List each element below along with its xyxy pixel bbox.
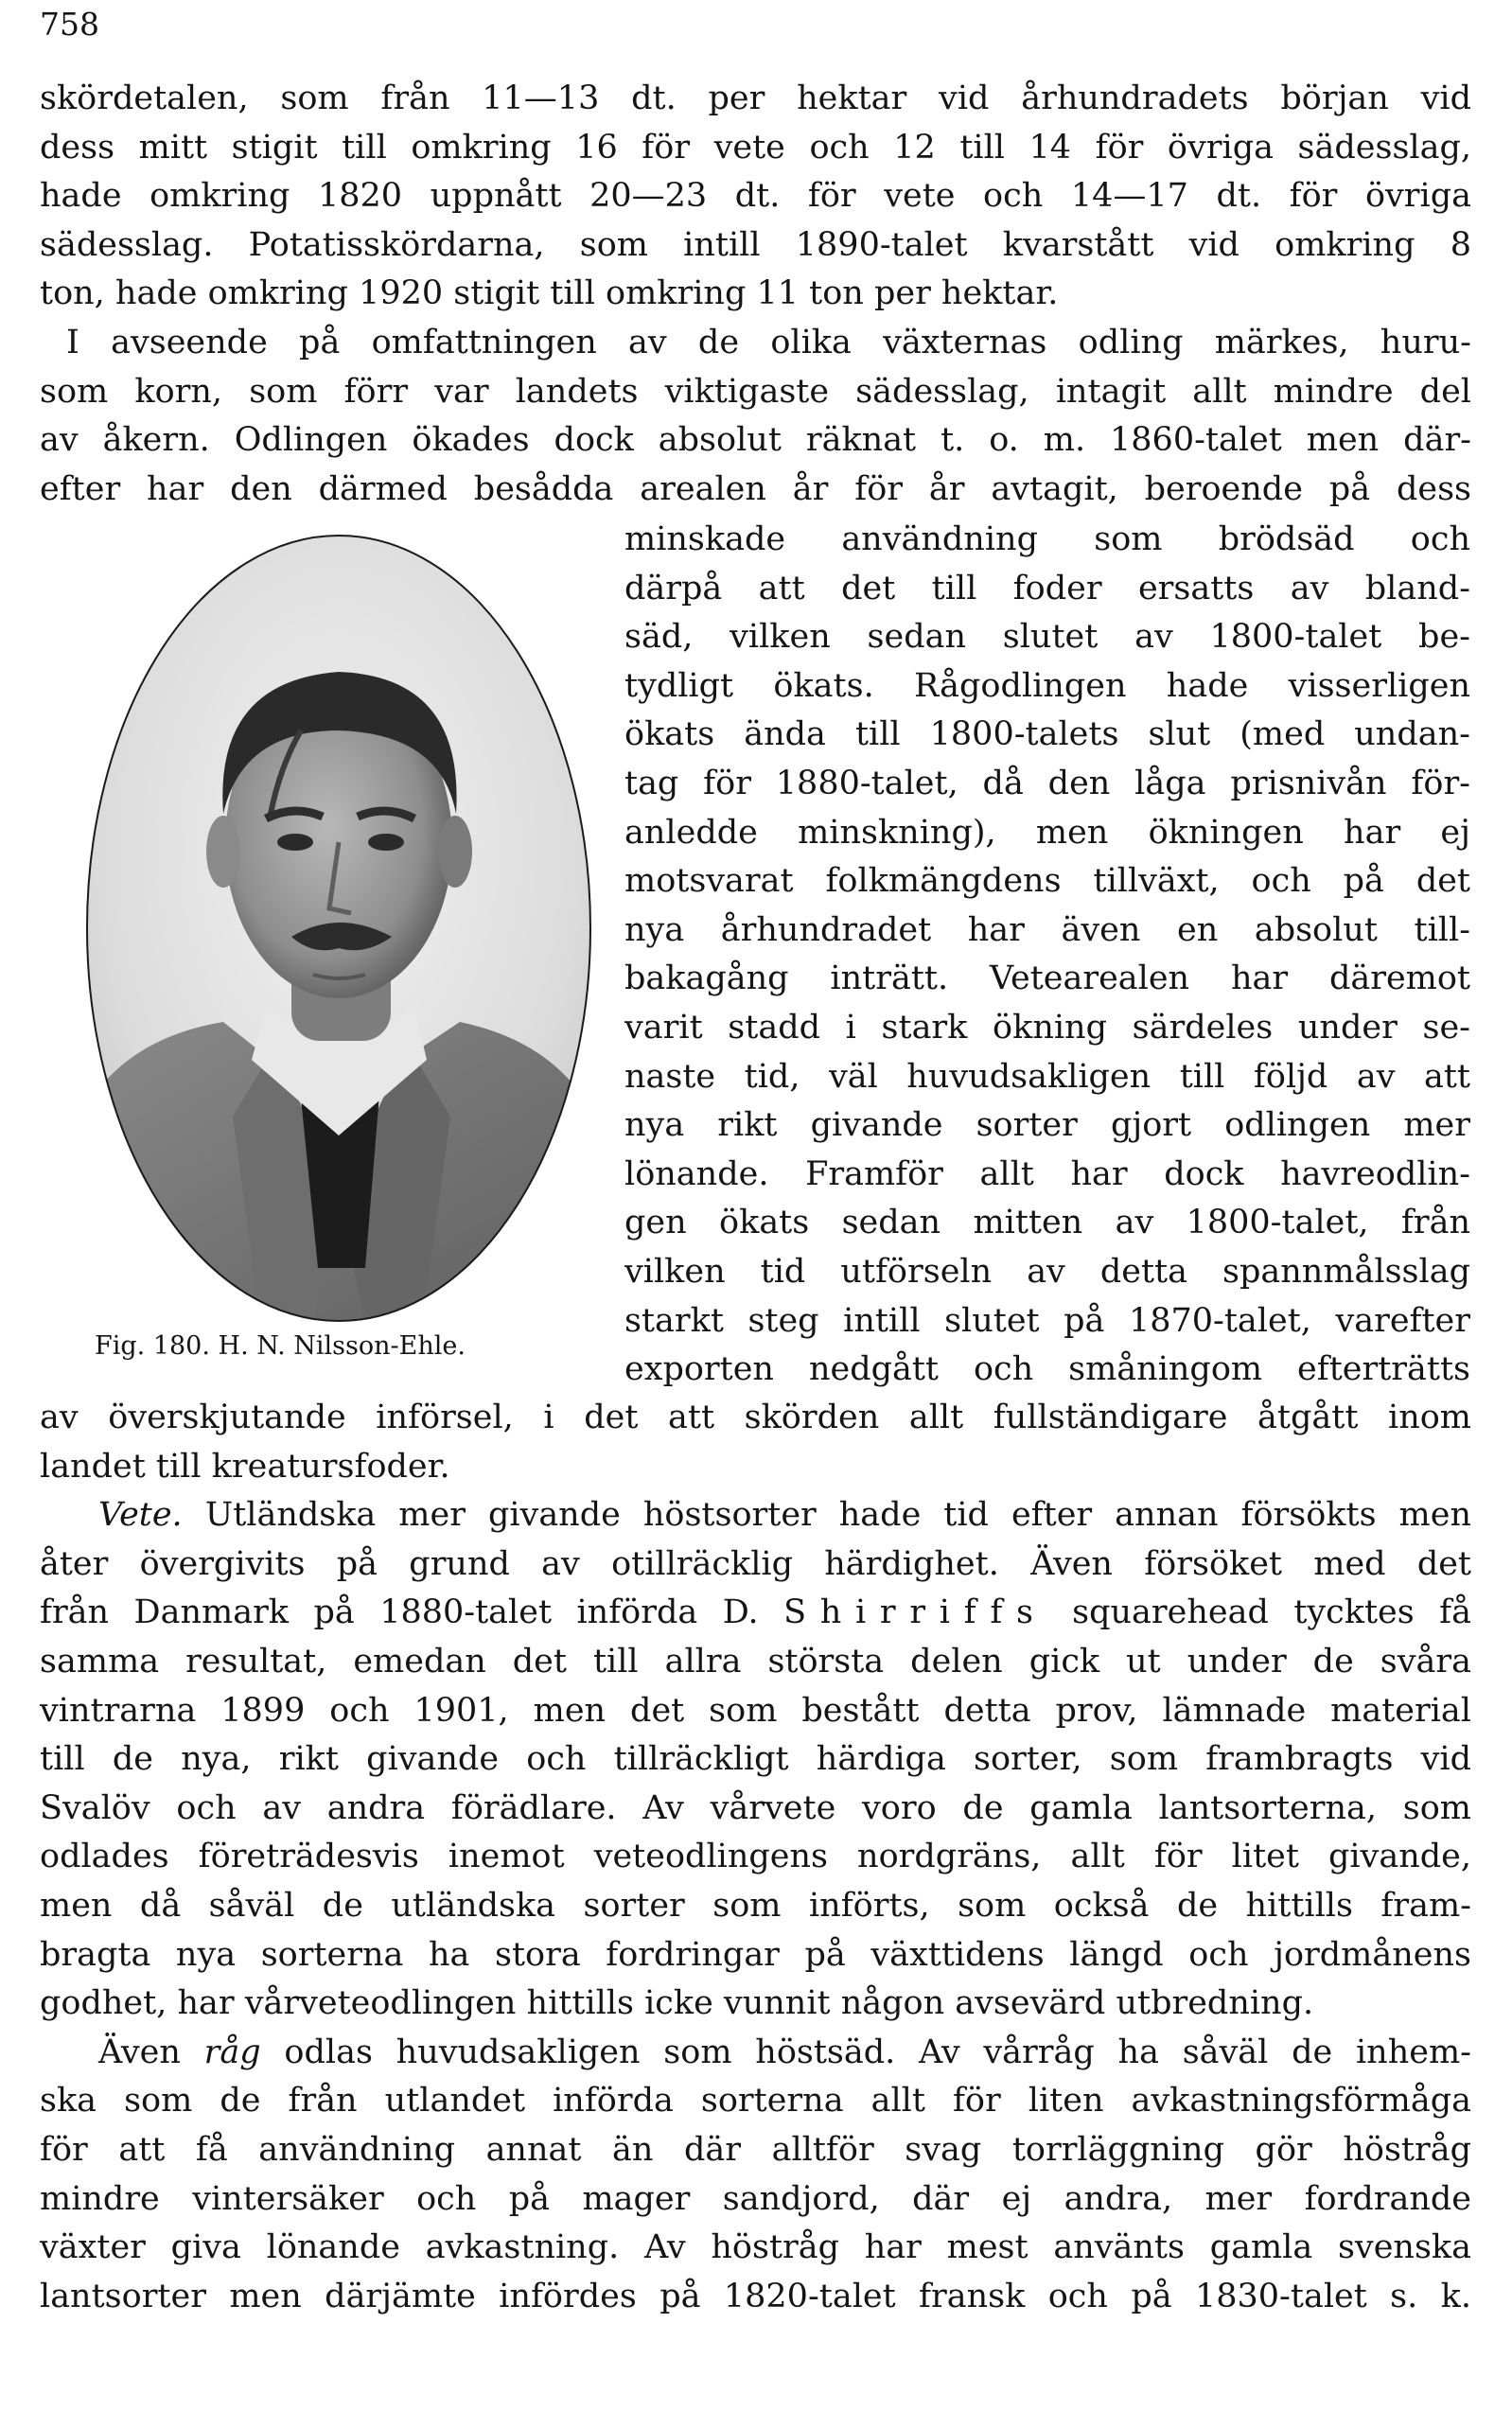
text-run: från Danmark på 1880-talet införda D. <box>40 1593 784 1632</box>
text-line: lönande. Framför allt har dock havreodlin- <box>624 1154 1470 1193</box>
text-run: odlas huvudsakligen som höstsäd. Av vårråg ha såväl de inhem- <box>260 2033 1471 2071</box>
text-line: till de nya, rikt givande och tillräckligt härdiga sorter, som frambragts vid <box>40 1740 1471 1779</box>
emphasis-rag: råg <box>203 2033 261 2071</box>
text-line: säd, vilken sedan slutet av 1800-talet be- <box>624 618 1470 657</box>
text-line: starkt steg intill slutet på 1870-talet, varefter <box>624 1301 1470 1340</box>
text-line <box>40 2029 1471 2078</box>
top-text-block <box>40 75 1471 514</box>
text-line: landet till kreatursfoder. <box>40 1447 450 1486</box>
text-line: tag för 1880-talet, då den låga prisnivån för- <box>624 764 1470 802</box>
text-line: gen ökats sedan mitten av 1800-talet, från <box>624 1204 1470 1242</box>
text-line: I avseende på omfattningen av de olika växternas odling märkes, huru- <box>66 323 1471 361</box>
text-line: minskade användning som brödsäd och <box>624 520 1470 558</box>
figure-caption: Fig. 180. H. N. Nilsson-Ehle. <box>95 1331 466 1361</box>
text-line: nya rikt givande sorter gjort odlingen mer <box>624 1106 1470 1145</box>
text-line: tydligt ökats. Rågodlingen hade visserligen <box>624 666 1470 705</box>
text-run: squarehead tycktes få <box>1046 1593 1471 1632</box>
spaced-name: Shirriffs <box>783 1593 1047 1632</box>
text-line <box>40 1491 1471 1540</box>
text-line: som korn, som förr var landets viktigaste sädesslag, intagit allt mindre del <box>40 372 1471 411</box>
text-line: bragta nya sorterna ha stora fordringar på växttidens längd och jordmånens <box>40 1935 1471 1974</box>
text-line: av överskjutande införsel, i det att skörden allt fullständigare åtgått inom <box>40 1399 1471 1436</box>
portrait-photo <box>81 530 597 1327</box>
text-line: sädesslag. Potatisskördarna, som intill 1890-talet kvarstått vid omkring 8 <box>40 225 1471 264</box>
text-line: för att få användning annat än där alltför svag torrläggning gör höstråg <box>40 2130 1471 2169</box>
text-line: ton, hade omkring 1920 stigit till omkring 11 ton per hektar. <box>40 274 1059 313</box>
text-line: ska som de från utlandet införda sorterna allt för liten avkastningsförmåga <box>40 2082 1471 2121</box>
text-line: samma resultat, emedan det till allra största delen gick ut under de svåra <box>40 1642 1471 1681</box>
text-line: men då såväl de utländska sorter som införts, som också de hittills fram- <box>40 1886 1471 1925</box>
right-column-text <box>624 516 1470 1395</box>
text-line: av åkern. Odlingen ökades dock absolut räknat t. o. m. 1860-talet men där- <box>40 421 1471 460</box>
text-line: anledde minskning), men ökningen har ej <box>624 813 1470 852</box>
text-line: vintrarna 1899 och 1901, men det som bestått detta prov, lämnade material <box>40 1691 1471 1730</box>
text-line: vilken tid utförseln av detta spannmålsslag <box>624 1252 1470 1291</box>
text-line: odlades företrädesvis inemot veteodlingens nordgräns, allt för litet givande, <box>40 1838 1471 1876</box>
page-number: 758 <box>40 6 99 43</box>
text-line: mindre vintersäker och på mager sandjord, där ej andra, mer fordrande <box>40 2179 1471 2218</box>
text-line: bakagång inträtt. Vetearealen har däremot <box>624 959 1470 998</box>
text-line: godhet, har vårveteodlingen hittills icke vunnit någon avsevärd utbredning. <box>40 1984 1314 2023</box>
text-line: efter har den därmed besådda arealen år för år avtagit, beroende på dess <box>40 469 1471 508</box>
text-line <box>40 1589 1471 1638</box>
text-line: lantsorter men därjämte infördes på 1820-talet fransk och på 1830-talet s. k. <box>40 2277 1471 2315</box>
text-line: åter övergivits på grund av otillräcklig härdighet. Även försöket med det <box>40 1544 1471 1583</box>
text-line: naste tid, väl huvudsakligen till följd av att <box>624 1057 1470 1096</box>
text-line: motsvarat folkmängdens tillväxt, och på det <box>624 862 1470 901</box>
text-line: ökats ända till 1800-talets slut (med undan- <box>624 715 1470 754</box>
text-line: därpå att det till foder ersatts av bland- <box>624 569 1470 607</box>
text-line: Svalöv och av andra förädlare. Av vårvete voro de gamla lantsorterna, som <box>40 1788 1471 1827</box>
text-line: skördetalen, som från 11—13 dt. per hektar vid århundradets början vid <box>40 79 1471 117</box>
text-line: nya århundradet har även en absolut till- <box>624 910 1470 949</box>
section-heading-vete: Vete. <box>98 1496 183 1535</box>
text-line: växter giva lönande avkastning. Av höstråg har mest använts gamla svenska <box>40 2228 1471 2267</box>
text-run: Utländska mer givande höstsorter hade tid efter annan försökts men <box>182 1496 1471 1535</box>
text-line: exporten nedgått och småningom efterträtts <box>624 1350 1470 1389</box>
text-line: dess mitt stigit till omkring 16 för vete och 12 till 14 för övriga sädesslag, <box>40 128 1471 167</box>
text-line: hade omkring 1820 uppnått 20—23 dt. för vete och 14—17 dt. för övriga <box>40 177 1471 216</box>
text-line: varit stadd i stark ökning särdeles under se- <box>624 1008 1470 1047</box>
text-run: Även <box>98 2033 204 2071</box>
bottom-text-block <box>40 1394 1471 2321</box>
